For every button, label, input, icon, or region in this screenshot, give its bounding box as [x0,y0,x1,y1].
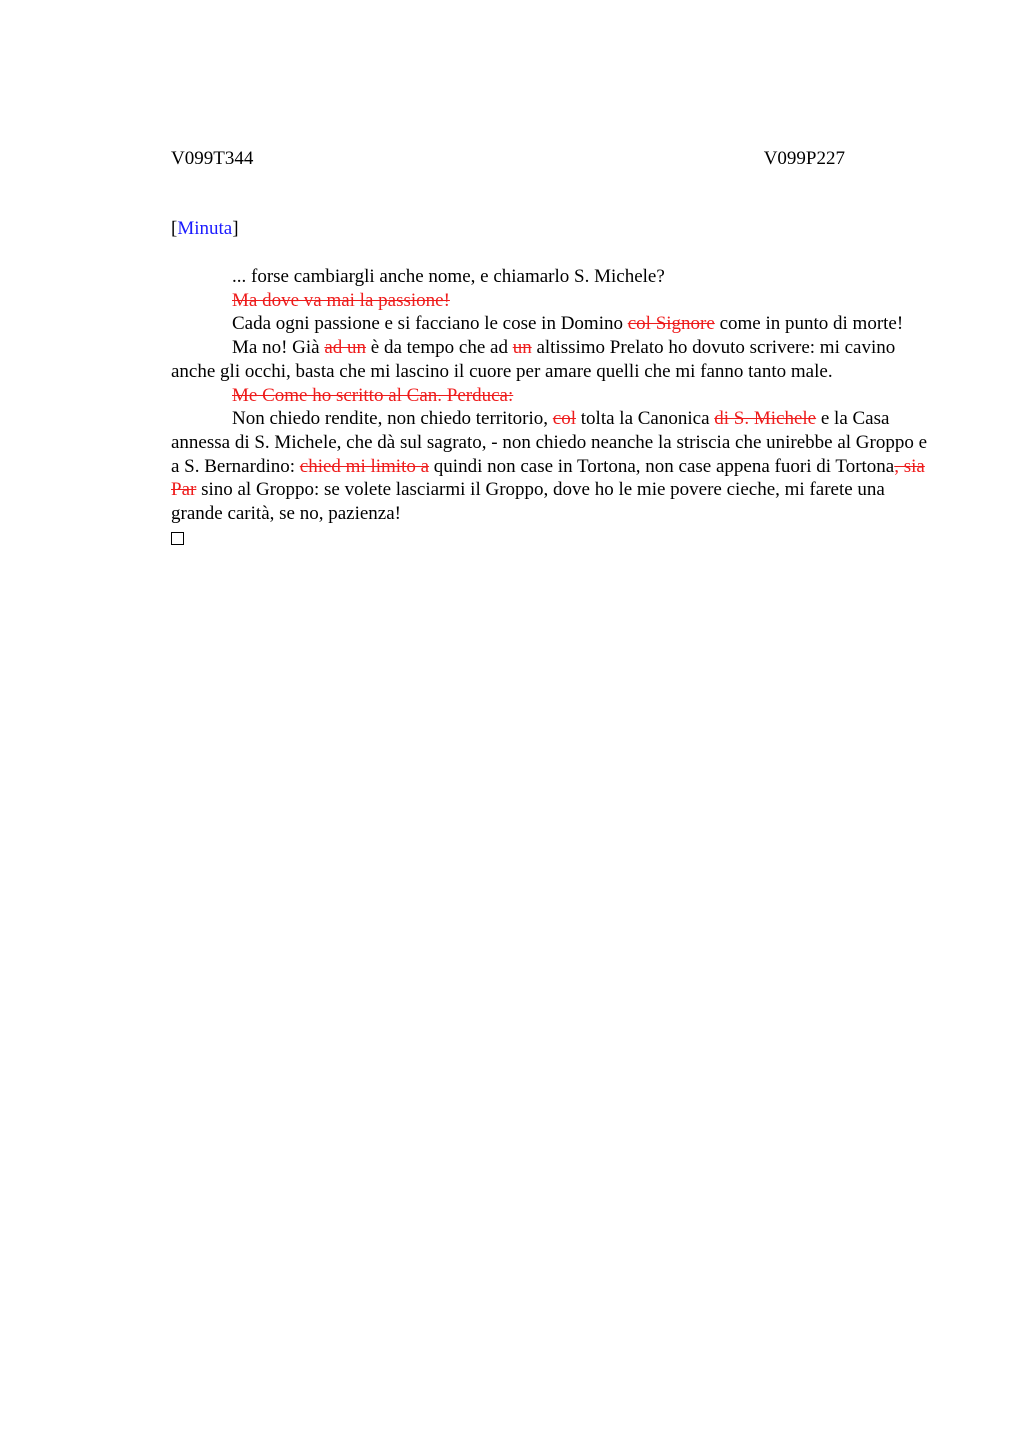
deleted-text: chied mi limito a [299,455,430,477]
text-run: quindi non case in Tortona, non case appena fuori di Tortona [429,455,895,477]
end-of-text-box-icon [171,532,184,545]
text-run: e la Casa annessa di S. Michele, che dà sul sagrato, - non chiedo neanche la striscia che unirebbe al Groppo e a S. Bernardino: [171,408,928,477]
section-label [171,217,239,241]
paragraph-1: ... forse cambiargli anche nome, e chiamarlo S. Michele? [232,266,665,287]
paragraph-6 [171,407,931,526]
close-bracket: ] [232,218,239,239]
text-run: sino al Groppo: se volete lasciarmi il Groppo, dove ho le mie povere cieche, mi farete una grande carità, se no, pazienza! [171,479,885,525]
page-header [171,147,845,171]
deleted-text: , sia Par [171,455,925,501]
paragraph-4 [171,336,931,383]
paragraph-5 [171,384,931,408]
open-bracket: [ [171,218,178,239]
document-code-right: V099P227 [763,148,845,169]
text-run: altissimo Prelato ho dovuto scrivere: mi cavino anche gli occhi, basta che mi lascino il cuore per amare quelli che mi fanno tanto male. [171,337,896,382]
deleted-text: col [552,408,577,430]
document-code-left: V099T344 [171,148,254,169]
deleted-text: un [512,337,532,359]
paragraph-2 [171,289,931,313]
deleted-text: di S. Michele [714,408,817,430]
text-run: Non chiedo rendite, non chiedo territorio, [232,408,553,430]
text-run: Ma no! Già [232,337,325,359]
text-run: come in punto di morte! [714,313,904,335]
deleted-text: Me Come ho scritto al Can. Perduca: [232,384,514,406]
letter-body [171,265,931,545]
minuta-label: Minuta [177,218,233,239]
text-run: tolta la Canonica [576,408,715,430]
paragraph-3 [171,312,931,336]
text-run: è da tempo che ad [366,337,513,359]
deleted-text: col Signore [627,313,715,335]
deleted-text: Ma dove va mai la passione! [232,289,450,311]
deleted-text: ad un [324,337,367,359]
text-run: Cada ogni passione e si facciano le cose in Domino [232,313,628,335]
